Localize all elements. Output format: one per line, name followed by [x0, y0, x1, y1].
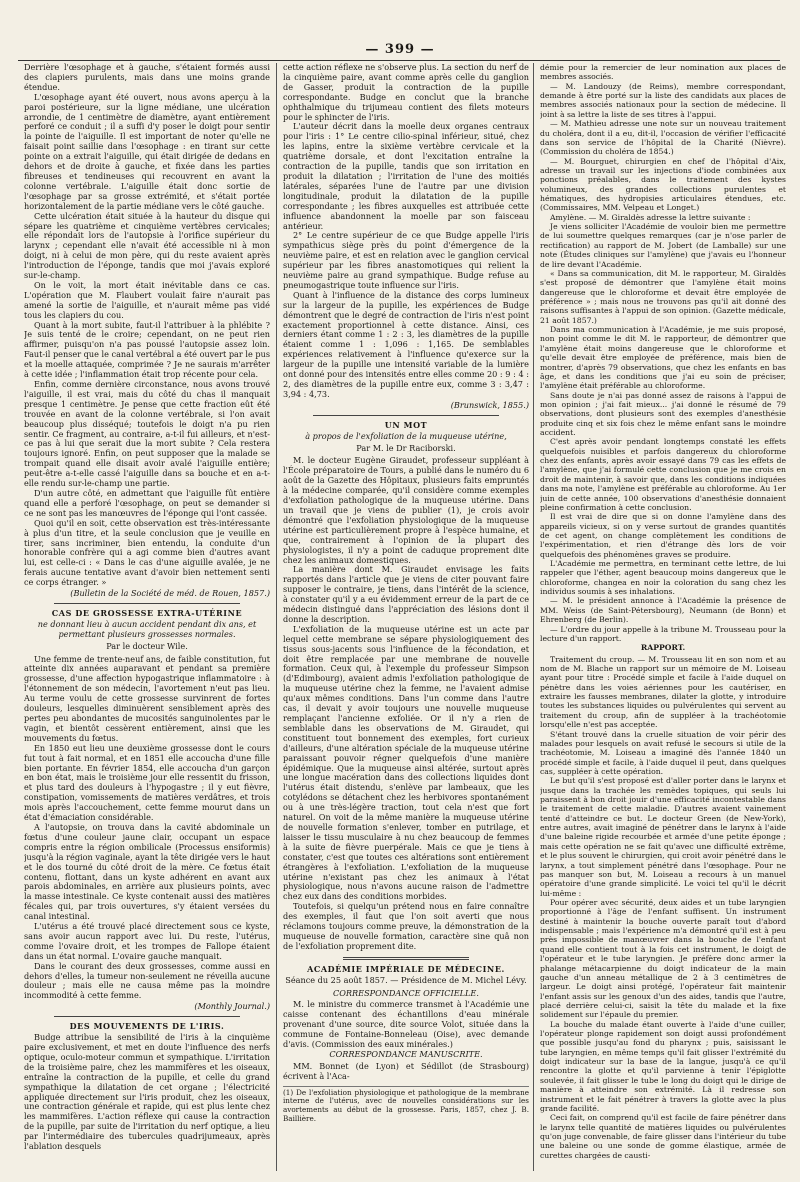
paragraph: L'Académie me permettra, en terminant cette lettre, de lui rappeler que l'éther, agent beaucoup moins dangereux que le chloroforme, changea en noir la coloration du sang chez les individus soumis à ses inhalations.	[540, 559, 786, 597]
paragraph: On le voit, la mort était inévitable dans ce cas. L'opération que M. Flaubert voulait faire n'aurait pas amené la sortie de l'aiguille, et n'aurait même pas vidé tous les clapiers du cou.	[24, 279, 270, 320]
subsection-heading: CORRESPONDANCE OFFICIELLE.	[333, 987, 479, 998]
session-line: Séance du 25 août 1857. — Présidence de M. Michel Lévy.	[285, 974, 527, 985]
subsection-heading: CORRESPONDANCE MANUSCRITE.	[329, 1049, 483, 1059]
section-subtitle: ne donnant lieu à aucun accident pendant dix ans, et permettant plusieurs grossesses normales.	[37, 618, 257, 639]
paragraph: — M. le président annonce à l'Académie la présence de MM. Weiss (de Saint-Pétersbourg), Neumann (de Bonn) et Ehrenberg (de Berlin).	[540, 596, 786, 625]
paragraph: Budge attribue la sensibilité de l'iris à la cinquième paire exclusivement, et met en doute l'influence des nerfs optique, oculo-moteur commun et sympathique. L'irritation de la troisième paire, chez les mammifères et les oiseaux, entraîne la contraction de la pupille, et celle du grand sympathique la dilatation de cet organe ; l'électricité appliquée directement sur l'iris produit, chez les oiseaux, une contraction générale et rapide, qui est plus lente chez les mammifères. L'action réflexe qui cause la contraction de la pupille, par suite de l'irritation du nerf optique, a lieu par l'intermédiaire des tubercules quadrijumeaux, après l'ablation desquels	[24, 1032, 270, 1152]
paragraph: 2° Le centre supérieur de ce que Budge appelle l'iris sympathicus siège près du point d'émergence de la neuvième paire, et est en relation avec le ganglion cervical supérieur par les fibres anastomotiques qui relient la neuvième paire au grand sympathique. Budge refuse au pneumogastrique toute influence sur l'iris.	[283, 230, 529, 290]
section-divider	[54, 1016, 240, 1017]
section-divider	[54, 603, 240, 604]
paragraph: Sans doute je n'ai pas donné assez de raisons à l'appui de mon opinion ; j'ai fait mieux... j'ai donné le résumé de 79 observations, dont plusieurs sont des exemples d'anesthésie produite cinq et six fois chez le même enfant sans le moindre accident.	[540, 390, 786, 438]
source-citation: (Bulletin de la Société de méd. de Rouen, 1857.)	[70, 588, 270, 599]
paragraph: — M. Bourguet, chirurgien en chef de l'hôpital d'Aix, adresse un travail sur les injections d'iode combinées aux ponctions préalables, dans le traitement des kystes volumineux, des grandes collections purulentes et hématiques, des hydropisies articulaires étendues, etc. (Commissaires, MM. Velpeau et Longet.)	[540, 156, 786, 213]
section-author: Par M. le Dr Raciborski.	[356, 442, 456, 453]
section-heading: DES MOUVEMENTS DE L'IRIS.	[69, 1021, 225, 1032]
source-citation: (Brunswick, 1855.)	[450, 399, 529, 410]
paragraph: En 1850 eut lieu une deuxième grossesse dont le cours fut tout à fait normal, et en 1851 elle accoucha d'une fille bien portante. En février 1854, elle accoucha d'un garçon en bon état, mais le troisième jour elle ressentit du frisson, et plus tard des douleurs à l'hypogastre ; il y eut fièvre, constipation, vomissements de matières verdâtres, et trois mois après l'accouchement, cette femme mourut dans un état d'émaciation considérable.	[24, 742, 270, 823]
paragraph: Je viens solliciter l'Académie de vouloir bien me permettre de lui soumettre quelques remarques (car je n'ose parler de rectification) au rapport de M. Jobert (de Lamballe) sur une note (Études cliniques sur l'amylène) que j'avais eu l'honneur de lire devant l'Académie.	[540, 222, 786, 269]
section-heading: UN MOT	[384, 419, 428, 430]
header-rule	[18, 60, 780, 61]
paragraph: La bouche du malade étant ouverte à l'aide d'une cuiller, l'opérateur plonge rapidement son doigt aussi profondément que possible jusqu'au fond du pharynx ; puis, saisissant le tube laryngien, en même temps qu'il fait glisser l'extrémité du doigt indicateur sur la base de la langue, jusqu'à ce qu'il rencontre la glotte et qu'il parvienne à tenir l'épiglotte soulevée, il fait glisser le tube le long du doigt qui le dirige de manière à atteindre son extrémité. Là il redresse son instrument et le fait pénétrer à travers la glotte avec la plus grande facilité.	[540, 1019, 786, 1113]
paragraph: — L'ordre du jour appelle à la tribune M. Trousseau pour la lecture d'un rapport.	[540, 624, 786, 643]
column-divider	[276, 63, 277, 1171]
paragraph: L'œsophage ayant été ouvert, nous avons aperçu à la paroi postérieure, sur la ligne médiane, une ulcération arrondie, de 1 centimètre de diamètre, ayant entièrement perforé ce conduit ; il a suffi d'y poser le doigt pour sentir la pointe de l'aiguille. Il est important de noter qu'elle ne faisait point saillie dans l'œsophage : en tirant sur cette pointe on a extrait l'aiguille, qui était dirigée de dedans en dehors et de droite à gauche, et fixée dans les parties fibreuses et tendineuses qui recouvrent en avant la colonne vertébrale. L'aiguille était donc sortie de l'œsophage par sa grosse extrémité, et s'était portée horizontalement de la partie médiane vers le côté gauche.	[24, 91, 270, 211]
paragraph: Pour opérer avec sécurité, deux aides et un tube laryngien proportionné à l'âge de l'enfant suffisent. Un instrument destiné à maintenir la bouche ouverte paraît tout d'abord indispensable ; mais l'expérience m'a démontré qu'il est à peu près impossible de manœuvrer dans la bouche de l'enfant quand elle contient tout à la fois cet instrument, le doigt de l'opérateur et le tube laryngien. Je préfère donc armer la phalange métacarpienne du doigt indicateur de la main gauche d'un anneau métallique de 2 à 3 centimètres de largeur. Le doigt ainsi protégé, l'opérateur fait maintenir l'enfant assis sur les genoux d'un des aides, tandis que l'autre, placé derrière celui-ci, saisit la tête du malade et la fixe solidement sur l'épaule du premier.	[540, 897, 786, 1020]
paragraph: Quant à la mort subite, faut-il l'attribuer à la phlébite ? Je suis tenté de le croire; cependant, on ne peut rien affirmer, puisqu'on n'a pas poussé l'autopsie assez loin. Faut-il penser que le canal vertébral a été ouvert par le pus et la moelle attaquée, comprimée ? Je ne saurais m'arrêter à cette idée ; l'inflammation était trop récente pour cela.	[24, 319, 270, 380]
source-citation: (Monthly Journal.)	[194, 1001, 270, 1012]
column-right	[540, 63, 786, 1171]
paragraph: M. le docteur Eugène Giraudet, professeur suppléant à l'École préparatoire de Tours, a publié dans le numéro du 6 août de la Gazette des Hôpitaux, plusieurs faits empruntés à la médecine comparée, qu'il considère comme exemples d'exfoliation pathologique de la muqueuse utérine. Dans un travail que je viens de publier (1), je crois avoir démontré que l'exfoliation physiologique de la muqueuse utérine est particulièrement propre à l'espèce humaine, et que, contrairement à l'opinion de la plupart des physiologistes, il n'y a point de caduque proprement dite chez les animaux domestiques.	[283, 455, 529, 565]
section-author: Par le docteur Wile.	[106, 640, 188, 651]
paragraph: M. le ministre du commerce transmet à l'Académie une caisse contenant des échantillons d'eau minérale provenant d'une source, dite source Volot, située dans la commune de Fontaine-Bonneleau (Oise), avec demande d'avis. (Commission des eaux minérales.)	[283, 999, 529, 1050]
section-heading: CAS DE GROSSESSE EXTRA-UTÉRINE	[51, 607, 243, 618]
paragraph: Dans ma communication à l'Académie, je me suis proposé, non point comme le dit M. le rapporteur, de démontrer que l'amylène était moins dangereuse que le chloroforme et qu'elle devait être employée de préférence, mais bien de montrer, d'après 79 observations, que chez les enfants en bas âge, et dans les conditions que j'ai eu soin de préciser, l'amylène était préférable au chloroforme.	[540, 325, 786, 391]
paragraph: démie pour la remercier de leur nomination aux places de membres associés.	[540, 63, 786, 82]
paragraph: Quant à l'influence de la distance des corps lumineux sur la largeur de la pupille, les expériences de Budge démontrent que le degré de contraction de l'iris n'est point exactement proportionnel à cette distance. Ainsi, ces derniers étant comme 1 : 2 : 3, les diamètres de la pupille étaient comme 1 : 1,096 : 1,165. De semblables expériences relativement à l'influence qu'exerce sur la largeur de la pupille une intensité variable de la lumière ont donné pour des intensités entre elles comme 20 : 9 : 4 : 2, des diamètres de la pupille entre eux, comme 3 : 3,47 : 3,94 : 4,73.	[283, 289, 529, 399]
paragraph: Le but qu'il s'est proposé est d'aller porter dans le larynx et jusque dans la trachée les remèdes topiques, qui seuls lui paraissent à bon droit jouir d'une efficacité incontestable dans le traitement de cette maladie. D'autres avaient vainement tenté d'atteindre ce but. Le docteur Green (de New-York), entre autres, avait imaginé de pénétrer dans le larynx à l'aide d'une baleine rigide recourbée et armée d'une petite éponge ; mais cette opération ne se fait qu'avec une difficulté extrême, et le plus souvent le chirurgien, qui croit avoir pénétré dans le larynx, a tout simplement pénétré dans l'œsophage. Pour ne pas manquer son but, M. Loiseau a recours à un manuel opératoire d'une grande simplicité. Le voici tel qu'il le décrit lui-même :	[540, 776, 786, 898]
paragraph: C'est après avoir pendant longtemps constaté les effets quelquefois nuisibles et parfois dangereux du chloroforme chez des enfants, après avoir essayé dans 79 cas les effets de l'amylène, que j'ai formulé cette conclusion que je me crois en droit de maintenir, à savoir que, dans les conditions indiquées dans ma note, l'amylène est préférable au chloroforme. Au 1er juin de cette année, 100 observations d'anesthésie donnaient pleine confirmation à cette conclusion.	[540, 437, 786, 512]
paragraph: — M. Landouzy (de Reims), membre correspondant, demande à être porté sur la liste des candidats aux places de membres associés nationaux pour la section de médecine. Il joint à sa lettre la liste de ses titres à l'appui.	[540, 81, 786, 119]
paragraph: Toutefois, si quelqu'un prétend nous en faire connaître des exemples, il faut que l'on soit averti que nous réclamons toujours comme preuve, la démonstration de la muqueuse de nouvelle formation, caractère sine quâ non de l'exfoliation proprement dite.	[283, 901, 529, 951]
paragraph: Il est vrai de dire que si on donne l'amylène dans des appareils vicieux, si on y verse surtout de grandes quantités de cet agent, on change complètement les conditions de l'expérimentation, et rien d'étrange dès lors de voir quelquefois des phénomènes graves se produire.	[540, 512, 786, 559]
paragraph: Une femme de trente-neuf ans, de faible constitution, fut atteinte dix années auparavant et pendant sa première grossesse, d'une affection hypogastrique inflammatoire : à l'étonnement de son médecin, l'avortement n'eut pas lieu. Au terme voulu de cette grossesse survinrent de fortes douleurs, lesquelles diminuèrent sensiblement après des pertes peu abondantes de mucosités sanguinolentes par le vagin, et bientôt cessèrent entièrement, ainsi que les mouvements du fœtus.	[24, 653, 270, 743]
paragraph: Ceci fait, on comprend qu'il est facile de faire pénétrer dans le larynx telle quantité de matières liquides ou pulvérulentes qu'on juge convenable, de faire glisser dans l'intérieur du tube une baleine ou une sonde de gomme élastique, armée de curettes chargées de causti-	[540, 1113, 786, 1160]
paragraph: cette action réflexe ne s'observe plus. La section du nerf de la cinquième paire, avant comme après celle du ganglion de Gasser, produit la contraction de la pupille correspondante. Budge en conclut que la branche ophthalmique du trijumeau contient des filets moteurs pour le sphincter de l'iris.	[283, 63, 529, 122]
paragraph: « Dans sa communication, dit M. le rapporteur, M. Giraldès s'est proposé de démontrer que l'amylène était moins dangereuse que le chloroforme et devait être employée de préférence » ; mais nous ne trouvons pas qu'il ait donné des raisons suffisantes à l'appui de son opinion. (Gazette médicale, 21 août 1857.)	[540, 268, 786, 325]
paragraph: Cette ulcération était située à la hauteur du disque qui sépare les quatrième et cinquième vertèbres cervicales; elle répondait lors de l'autopsie à l'orifice supérieur du larynx ; cependant elle n'avait été accessible ni à mon doigt, ni à celui de mon père, qui du reste avaient après l'introduction de l'éponge, tandis que moi j'avais exploré sur-le-champ.	[24, 210, 270, 281]
paragraph: La manière dont M. Giraudet envisage les faits rapportés dans l'article que je viens de citer pouvant faire supposer le contraire, je tiens, dans l'intérêt de la science, à constater qu'il y a eu évidemment erreur de la part de ce médecin distingué dans l'appréciation des lésions dont il donne la description.	[283, 564, 529, 624]
paragraph: D'un autre côté, en admettant que l'aiguille fût entière quand elle a perforé l'œsophage, on peut se demander si ce ne sont pas les manœuvres de l'éponge qui l'ont cassée.	[24, 487, 270, 518]
paragraph: Derrière l'œsophage et à gauche, s'étaient formés aussi des clapiers purulents, mais dans une moins grande étendue.	[24, 63, 270, 92]
section-heading: ACADÉMIE IMPÉRIALE DE MÉDECINE.	[307, 963, 505, 974]
paragraph: A l'autopsie, on trouva dans la cavité abdominale un fœtus d'une couleur jaune clair, occupant un espace compris entre la région ombilicale (Processus ensiformis) jusqu'à la région vaginale, ayant la tête dirigée vers le haut et le dos tourné du côté droit de la mère. Ce fœtus était contenu, flottant, dans un kyste adhérent en avant aux parois abdominales, en arrière aux plusieurs points, avec la masse intestinale. Ce kyste contenait aussi des matières fécales qui, par trois ouvertures, s'y étaient versées du canal intestinal.	[24, 821, 270, 922]
paragraph: Dans le courant des deux grossesses, comme aussi en dehors d'elles, la tumeur non-seulement ne réveilla aucune douleur ; mais elle ne causa même pas la moindre incommodité à cette femme.	[24, 960, 270, 1001]
footnote: (1) De l'exfoliation physiologique et pathologique de la membrane interne de l'utérus, avec de nouvelles considérations sur les avortements au début de la grossesse. Paris, 1857, chez J. B. Baillière.	[283, 1087, 529, 1123]
column-middle	[283, 63, 529, 1171]
paragraph: L'auteur décrit dans la moelle deux organes centraux pour l'iris : 1° Le centre cilio-spinal inférieur, situé, chez les lapins, entre la sixième vertèbre cervicale et la quatrième dorsale, et dont l'excitation entraîne la contraction de la pupille, tandis que son irritation en produit la dilatation ; l'irritation de l'une des moitiés latérales, séparées l'une de l'autre par une division longitudinale, produit la dilatation de la pupille correspondante ; les fibres auxquelles est attribuée cette influence abandonnent la moelle par son faisceau antérieur.	[283, 121, 529, 231]
subsection-heading: RAPPORT.	[640, 643, 686, 653]
paragraph: L'exfoliation de la muqueuse utérine est un acte par lequel cette membrane se sépare physiologiquement des tissus sous-jacents sous l'influence de la fécondation, et doit être remplacée par une membrane de nouvelle formation. Ceux qui, à l'exemple du professeur Simpson (d'Edimbourg), avaient admis l'exfoliation pathologique de la muqueuse utérine chez la femme, ne l'avaient admise qu'aux mêmes conditions. Dans l'un comme dans l'autre cas, il devait y avoir toujours une nouvelle muqueuse remplaçant l'ancienne exfoliée. Or il n'y a rien de semblable dans les observations de M. Giraudet, qui constituent tout bonnement des exemples, fort curieux d'ailleurs, d'une altération spéciale de la muqueuse utérine paraissant pouvoir régner quelquefois d'une manière épidémique. Que la muqueuse ainsi altérée, surtout après une longue macération dans des collections liquides dont l'utérus était distendu, s'enlève par lambeaux, que les cotylédons se détachent chez les herbivores spontanément ou à une très-légère traction, tout cela n'est que fort naturel. On voit de la même manière la muqueuse utérine de nouvelle formation s'enlever, tomber en putrilage, et laisser le tissu musculaire à nu chez beaucoup de femmes à la suite de fièvre puerpérale. Mais ce que je tiens à constater, c'est que toutes ces altérations sont entièrement étrangères à l'exfoliation. L'exfoliation de la muqueuse utérine n'existant pas chez les animaux à l'état physiologique, nous n'avons aucune raison de l'admettre chez eux dans des conditions morbides.	[283, 623, 529, 902]
paragraph: — M. Mathieu adresse une note sur un nouveau traitement du choléra, dont il a eu, dit-il, l'occasion de vérifier l'efficacité dans son service de l'hôpital de la Charité (Nièvre). (Commission du choléra de 1854.)	[540, 119, 786, 157]
paragraph: Quoi qu'il en soit, cette observation est très-intéressante à plus d'un titre, et la seule conclusion que je veuille en tirer, sans incriminer, bien entendu, la conduite d'un honorable confrère qui a agi comme bien d'autres avant lui, est celle-ci : « Dans le cas d'une aiguille avalée, je ne ferais aucune tentative avant d'avoir bien nettement senti ce corps étranger. »	[24, 517, 270, 588]
column-left	[24, 63, 270, 1171]
column-divider	[533, 63, 534, 1171]
section-divider	[313, 415, 499, 416]
paragraph: S'étant trouvé dans la cruelle situation de voir périr des malades pour lesquels on avait refusé le secours si utile de la trachéotomie, M. Loiseau a imaginé dès l'année 1840 un procédé simple et facile, à l'aide duquel il peut, dans quelques cas, suppléer à cette opération.	[540, 729, 786, 776]
paragraph: Amylène. — M. Giraldès adresse la lettre suivante :	[550, 212, 751, 222]
page-number: — 399 —	[365, 42, 435, 57]
paragraph: Enfin, comme dernière circonstance, nous avons trouvé l'aiguille, il est vrai, mais du côté du chas il manquait presque 1 centimètre. Je pense que cette fraction eût été trouvée en avant de la colonne vertébrale, si l'on avait beaucoup plus disséqué; toutefois le doigt n'a pu rien sentir. Ce fragment, au contraire, a-t-il fui ailleurs, et n'est-ce pas à lui que serait due la mort subite ? Cela restera toujours ignoré. Enfin, on peut supposer que la malade se trompait quand elle disait avoir avalé l'aiguille entière; peut-être a-t-elle cassé l'aiguille dans sa bouche et en a-t-elle rendu sur-le-champ une partie.	[24, 379, 270, 489]
section-divider	[343, 957, 469, 960]
section-subtitle: à propos de l'exfoliation de la muqueuse utérine,	[305, 430, 507, 441]
paragraph: L'utérus a été trouvé placé directement sous ce kyste, sans avoir aucun rapport avec lui. Du reste, l'utérus, comme l'ovaire droit, et les trompes de Fallope étaient dans un état normal. L'ovaire gauche manquait.	[24, 921, 270, 961]
paragraph: MM. Bonnet (de Lyon) et Sédillot (de Strasbourg) écrivent à l'Aca-	[283, 1060, 529, 1081]
paragraph: Traitement du croup. — M. Trousseau lit en son nom et au nom de M. Blache un rapport sur un mémoire de M. Loiseau ayant pour titre : Procédé simple et facile à l'aide duquel on pénètre dans les voies aériennes pour les cautériser, en extraire les fausses membranes, dilater la glotte, y introduire toutes les substances liquides ou pulvérulentes qui servent au traitement du croup, afin de suppléer à la trachéotomie lorsqu'elle n'est pas acceptée.	[540, 654, 786, 730]
